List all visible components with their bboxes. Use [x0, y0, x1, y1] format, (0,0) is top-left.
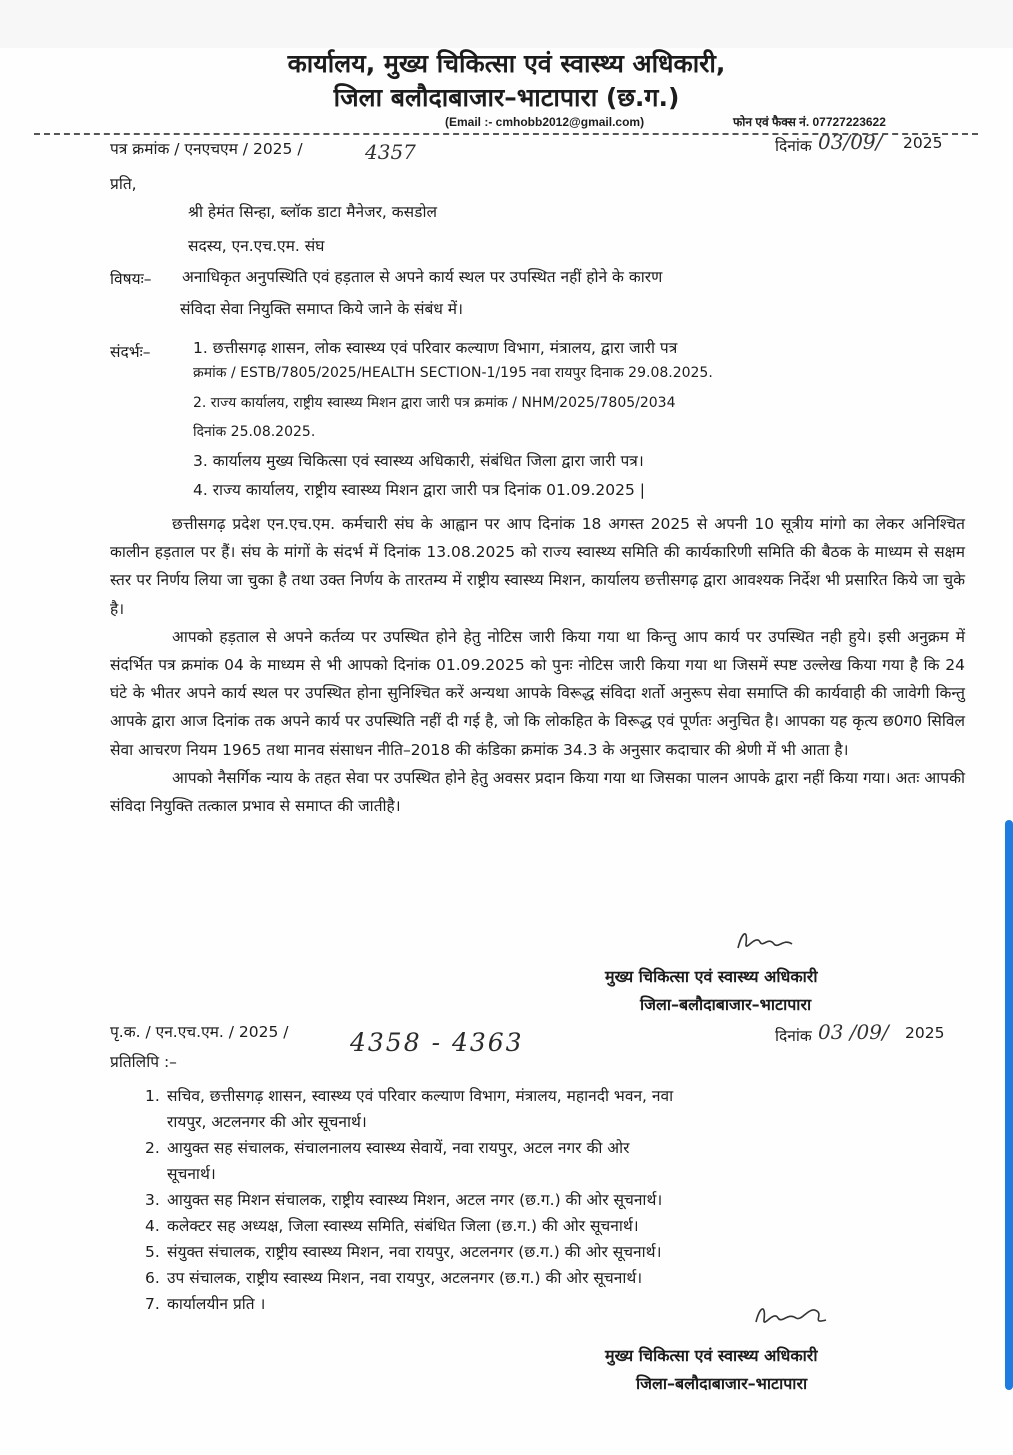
copy-item: 2. आयुक्त सह संचालक, संचालनालय स्वास्थ्य सेवायें, नवा रायपुर, अटल नगर की ओर सूचनार्थ।	[145, 1139, 630, 1183]
reference-line: दिनांक 25.08.2025.	[193, 424, 316, 440]
letterhead-office: कार्यालय, मुख्य चिकित्सा एवं स्वास्थ्य अधिकारी,	[287, 49, 726, 78]
letter-date-label: दिनांक	[775, 137, 812, 155]
reference-line: 2. राज्य कार्यालय, राष्ट्रीय स्वास्थ्य मिशन द्वारा जारी पत्र क्रमांक / NHM/2025/7805/2034	[193, 395, 676, 411]
subject-line-1: अनाधिकृत अनुपस्थिति एवं हड़ताल से अपने कार्य स्थल पर उपस्थित नहीं होने के कारण	[182, 268, 663, 286]
copy-number-handwritten: 4358 - 4363	[350, 1028, 524, 1057]
reference-line: 3. कार्यालय मुख्य चिकित्सा एवं स्वास्थ्य अधिकारी, संबंधित जिला द्वारा जारी पत्र।	[193, 452, 644, 470]
recipient-name: श्री हेमंत सिन्हा, ब्लॉक डाटा मैनेजर, कसडोल	[188, 203, 437, 221]
copy-number-label: पृ.क. / एन.एच.एम. / 2025 /	[110, 1023, 289, 1041]
copies-list	[145, 1083, 945, 1317]
signature-scribble	[732, 922, 802, 958]
signatory-title: मुख्य चिकित्सा एवं स्वास्थ्य अधिकारी	[605, 967, 818, 986]
copy-item: 4. कलेक्टर सह अध्यक्ष, जिला स्वास्थ्य समिति, संबंधित जिला (छ.ग.) की ओर सूचनार्थ।	[145, 1217, 639, 1235]
references-label: संदर्भः–	[110, 343, 151, 361]
copy-item: 5. संयुक्त संचालक, राष्ट्रीय स्वास्थ्य मिशन, नवा रायपुर, अटलनगर (छ.ग.) की ओर सूचनार्थ।	[145, 1243, 662, 1261]
letter-number-label: पत्र क्रमांक / एनएचएम / 2025 /	[110, 140, 303, 158]
copy-date-handwritten: 03 /09/	[818, 1020, 889, 1044]
signature-scribble	[752, 1298, 832, 1332]
reference-line: 1. छत्तीसगढ़ शासन, लोक स्वास्थ्य एवं परिवार कल्याण विभाग, मंत्रालय, द्वारा जारी पत्र	[193, 339, 678, 357]
top-margin	[0, 0, 1013, 48]
body-paragraph-3: आपको नैसर्गिक न्याय के तहत सेवा पर उपस्थित होने हेतु अवसर प्रदान किया गया था जिसका पालन आपके द्वारा नहीं किया गया। अतः आपकी संविदा नियुक्ति तत्काल प्रभाव से समाप्त की जातीहै।	[110, 768, 965, 816]
letter-body	[110, 510, 965, 820]
signatory-district: जिला–बलौदाबाजार–भाटापारा	[636, 1374, 808, 1393]
copy-date-label: दिनांक	[775, 1027, 812, 1045]
body-paragraph-2: आपको हड़ताल से अपने कर्तव्य पर उपस्थित होने हेतु नोटिस जारी किया गया था किन्तु आप कार्य पर उपस्थित नही हुये। इसी अनुक्रम में संदर्भित पत्र क्रमांक 04 के माध्यम से भी आपको दिनांक 01.09.2025 को पुनः नोटिस जारी किया गया था जिसमें स्पष्ट उल्लेख किया गया है कि 24 घंटे के भीतर अपने कार्य स्थल पर उपस्थित होना सुनिश्चित करें अन्यथा आपके विरूद्ध संविदा शर्तो अनुरूप सेवा समाप्ति की कार्यवाही की जावेगी किन्तु आपके द्वारा आज दिनांक तक अपने कार्य पर उपस्थिति नहीं दी गई है, जो कि लोकहित के विरूद्ध एवं पूर्णतः अनुचित है। आपका यह कृत्य छ0ग0 सिविल सेवा आचरण नियम 1965 तथा मानव संसाधन नीति–2018 की कंडिका क्रमांक 34.3 के अनुसार कदाचार की श्रेणी में भी आता है।	[110, 627, 965, 759]
signatory-district: जिला–बलौदाबाजार–भाटापारा	[640, 995, 812, 1014]
letter-number-handwritten: 4357	[365, 140, 416, 164]
letterhead-email: (Email :- cmhobb2012@gmail.com)	[445, 115, 645, 129]
letterhead-phone: फोन एवं फैक्स नं. 07727223622	[733, 115, 886, 129]
reference-line: क्रमांक / ESTB/7805/2025/HEALTH SECTION-1/195 नवा रायपुर दिनाक 29.08.2025.	[193, 365, 713, 381]
letter-date-year: 2025	[903, 134, 943, 152]
copy-item: 3. आयुक्त सह मिशन संचालक, राष्ट्रीय स्वास्थ्य मिशन, अटल नगर (छ.ग.) की ओर सूचनार्थ।	[145, 1191, 663, 1209]
letterhead-district: जिला बलौदाबाजार–भाटापारा (छ.ग.)	[333, 83, 680, 112]
signatory-title: मुख्य चिकित्सा एवं स्वास्थ्य अधिकारी	[605, 1346, 818, 1365]
body-paragraph-1: छत्तीसगढ़ प्रदेश एन.एच.एम. कर्मचारी संघ के आह्वान पर आप दिनांक 18 अगस्त 2025 से अपनी 10 सूत्रीय मांगो का लेकर अनिश्चित कालीन हड़ताल पर हैं। संघ के मांगों के संदर्भ में दिनांक 13.08.2025 को राज्य स्वास्थ्य समिति की कार्यकारिणी समिति की बैठक के माध्यम से सक्षम स्तर पर निर्णय लिया जा चुका है तथा उक्त निर्णय के तारतम्य में राष्ट्रीय स्वास्थ्य मिशन, कार्यालय छत्तीसगढ़ द्वारा आवश्यक निर्देश भी प्रसारित किये जा चुके है।	[110, 515, 965, 618]
copies-heading: प्रतिलिपि :–	[110, 1053, 177, 1071]
copy-item: 1. सचिव, छत्तीसगढ़ शासन, स्वास्थ्य एवं परिवार कल्याण विभाग, मंत्रालय, महानदी भवन, नवा रायपुर, अटलनगर की ओर सूचनार्थ।	[145, 1087, 674, 1131]
subject-label: विषयः–	[110, 270, 152, 288]
letter-date-handwritten: 03/09/	[818, 130, 883, 154]
scrollbar[interactable]	[1005, 820, 1013, 1390]
salutation: प्रति,	[110, 175, 137, 193]
subject-line-2: संविदा सेवा नियुक्ति समाप्त किये जाने के संबंध में।	[180, 300, 463, 318]
reference-line: 4. राज्य कार्यालय, राष्ट्रीय स्वास्थ्य मिशन द्वारा जारी पत्र दिनांक 01.09.2025 |	[193, 481, 645, 499]
copy-item: 6. उप संचालक, राष्ट्रीय स्वास्थ्य मिशन, नवा रायपुर, अटलनगर (छ.ग.) की ओर सूचनार्थ।	[145, 1269, 643, 1287]
copy-item: 7. कार्यालयीन प्रति ।	[145, 1295, 266, 1313]
recipient-membership: सदस्य, एन.एच.एम. संघ	[188, 237, 325, 255]
copy-date-year: 2025	[905, 1024, 945, 1042]
